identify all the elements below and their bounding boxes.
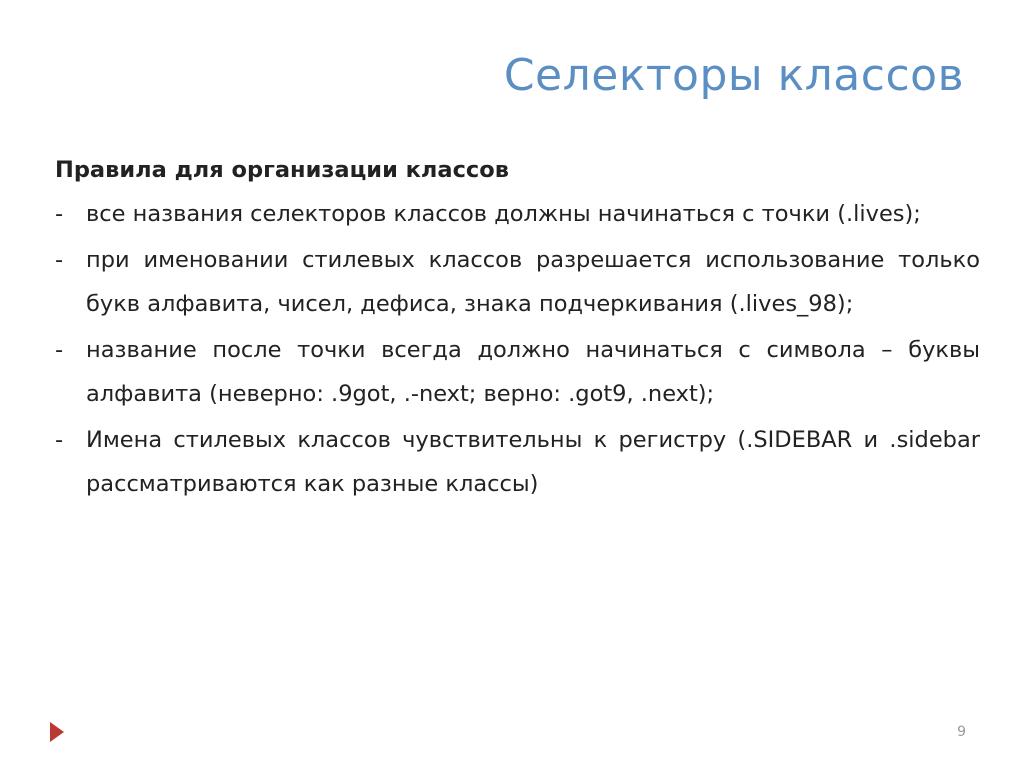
- list-item: [55, 238, 980, 326]
- bullet-list: [55, 192, 980, 506]
- bullet-text: Имена стилевых классов чувствительны к регистру (.SIDEBAR и .sidebar рассматриваются как разные классы): [86, 427, 980, 497]
- list-item: [55, 192, 980, 236]
- bullet-text: название после точки всегда должно начинаться с символа – буквы алфавита (неверно: .9got, .-next; верно: .got9, .next);: [86, 337, 980, 407]
- bullet-text: при именовании стилевых классов разрешается использование только букв алфавита, чисел, дефиса, знака подчеркивания (.lives_98);: [86, 247, 980, 317]
- slide-title: Селекторы классов: [503, 50, 964, 101]
- page-number: 9: [957, 724, 966, 740]
- subheading: Правила для организации классов: [55, 157, 509, 183]
- bullet-text: все названия селекторов классов должны начинаться с точки (.lives);: [86, 201, 921, 227]
- list-item: [55, 418, 980, 506]
- slide-content: [55, 150, 980, 506]
- triangle-right-icon[interactable]: [50, 722, 64, 742]
- list-item: [55, 328, 980, 416]
- bullet-dash: -: [55, 201, 64, 227]
- bullet-dash: -: [55, 247, 64, 273]
- bullet-dash: -: [55, 427, 64, 453]
- bullet-dash: -: [55, 337, 64, 363]
